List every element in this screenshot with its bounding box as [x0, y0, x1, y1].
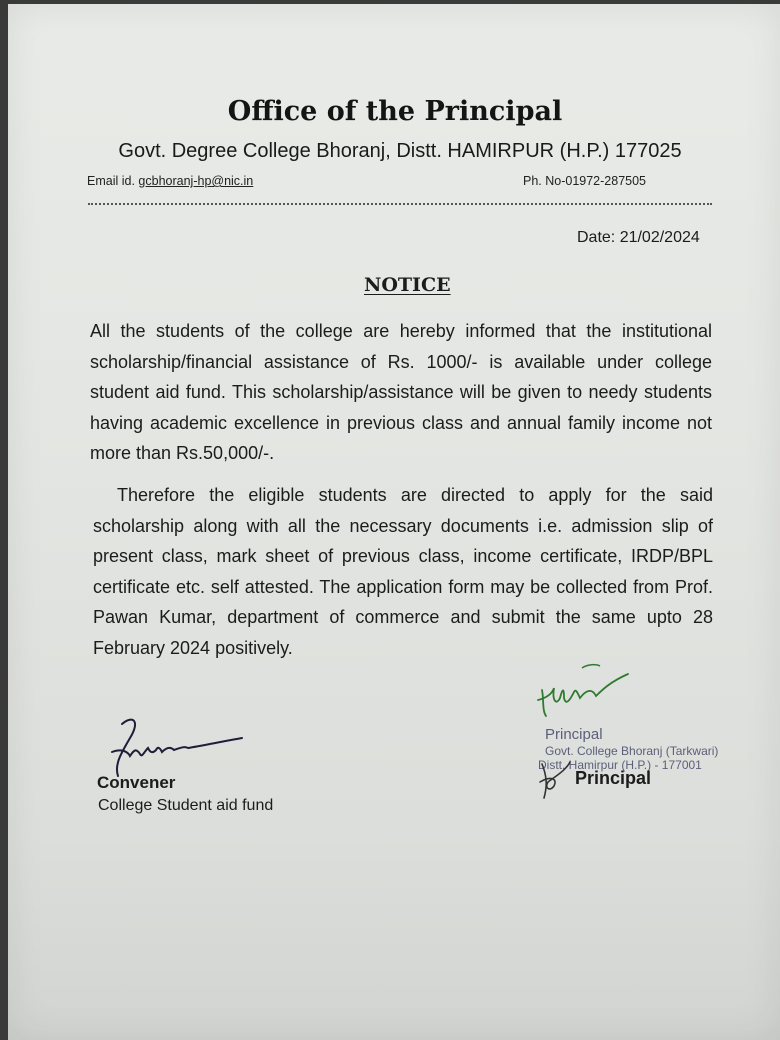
email-line	[87, 174, 253, 188]
dotted-divider	[88, 203, 712, 205]
principal-title: Principal	[575, 768, 652, 788]
stamp-line-3: Distt. Hamirpur (H.P.) - 177001	[538, 758, 702, 772]
stamp-line-1: Principal	[545, 726, 603, 743]
convener-title: Convener	[97, 773, 176, 792]
email-label: Email id.	[87, 174, 135, 188]
phone-number: Ph. No-01972-287505	[523, 174, 647, 188]
office-title: Office of the Principal	[227, 96, 563, 127]
stamp-line-2: Govt. College Bhoranj (Tarkwari)	[545, 744, 719, 758]
college-address: Govt. Degree College Bhoranj, Distt. HAMIRPUR (H.P.) 177025	[118, 140, 682, 162]
notice-heading: NOTICE	[364, 274, 451, 296]
convener-subtitle: College Student aid fund	[98, 797, 274, 814]
notice-paragraph-1: All the students of the college are hereby informed that the institutional scholarship/financial assistance of Rs. 1000/- is available under college student aid fund. This scholarship/assistance will be given to needy students having academic excellence in previous class and annual family income not more than Rs.50,000/-.	[90, 321, 712, 463]
principal-signature	[530, 660, 640, 724]
notice-paragraph-2: Therefore the eligible students are directed to apply for the said scholarship along with all the necessary documents i.e. admission slip of present class, mark sheet of previous class, income certificate, IRDP/BPL certificate etc. self attested. The application form may be collected from Prof. Pawan Kumar, department of commerce and submit the same upto 28 February 2024 positively.	[93, 485, 713, 658]
email-value: gcbhoranj-hp@nic.in	[138, 174, 254, 188]
notice-date: Date: 21/02/2024	[577, 229, 700, 246]
